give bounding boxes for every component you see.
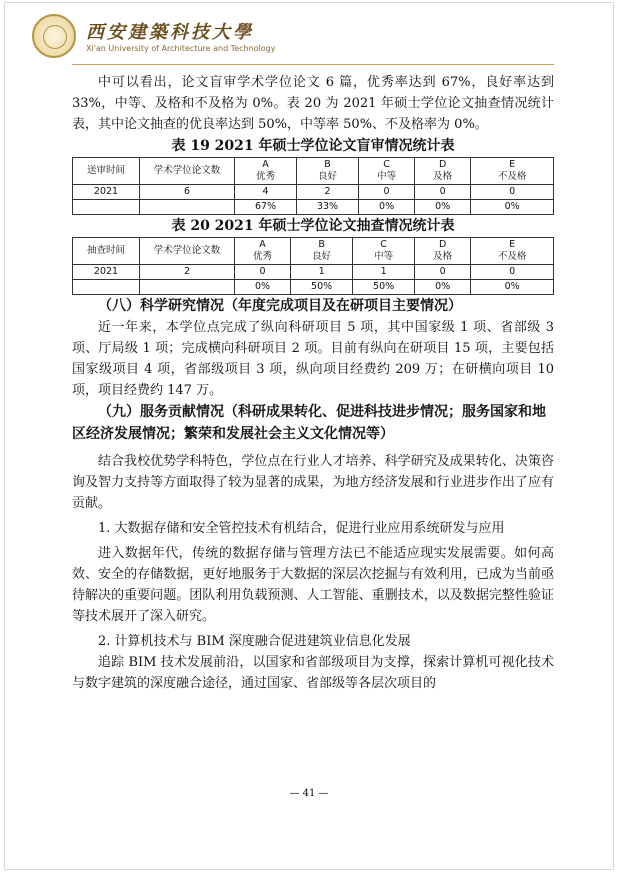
table-cell (140, 200, 235, 215)
table-header-cell: B 良好 (297, 158, 359, 185)
table-cell: 33% (297, 200, 359, 215)
table-row (73, 265, 554, 280)
section9-item1-body: 进入数据年代，传统的数据存储与管理方法已不能适应现实发展需要。如何高效、安全的存储数据，更好地服务于大数据的深层次挖掘与有效利用，已成为当前亟待解决的重要问题。团队利用负载预测、人工智能、重删技术，以及数据完整性验证等技术展开了深入研究。 (72, 546, 554, 624)
section9-title: （九）服务贡献情况（科研成果转化、促进科技进步情况；服务国家和地区经济发展情况；繁荣和发展社会主义文化情况等） (72, 404, 546, 442)
table-cell: 0 (415, 265, 471, 280)
section8-title: （八）科学研究情况（年度完成项目及在研项目主要情况） (98, 298, 462, 314)
table-cell: 0 (471, 265, 554, 280)
table-cell: 0 (471, 185, 554, 200)
table-cell: 0% (471, 280, 554, 295)
table-cell: 67% (235, 200, 297, 215)
table-cell: 2 (297, 185, 359, 200)
table-row (73, 280, 554, 295)
header-divider (72, 64, 554, 65)
table19-caption: 表 19 2021 年硕士学位论文盲审情况统计表 (171, 138, 455, 154)
table-header-row (73, 158, 554, 185)
table-cell (73, 280, 140, 295)
table-header-cell: 抽查时间 (73, 238, 140, 265)
table-cell: 0% (359, 200, 415, 215)
table-header-row (73, 238, 554, 265)
table-cell: 4 (235, 185, 297, 200)
table-cell: 2 (140, 265, 235, 280)
table-header-cell: B 良好 (291, 238, 353, 265)
page-number: — 41 — (289, 788, 329, 799)
university-seal-logo (32, 14, 76, 58)
table-cell: 1 (291, 265, 353, 280)
table19 (72, 157, 554, 215)
table-cell: 50% (353, 280, 415, 295)
table-header-cell: D 及格 (415, 158, 471, 185)
table-header-cell: A 优秀 (235, 238, 291, 265)
university-name-en: Xi'an University of Architecture and Technology (86, 44, 276, 53)
table-cell (73, 200, 140, 215)
table-cell: 0 (359, 185, 415, 200)
paragraph-intro: 中可以看出，论文盲审学术学位论文 6 篇，优秀率达到 67%，良好率达到 33%，中等、及格和不及格为 0%。表 20 为 2021 年硕士学位论文抽查情况统计表，其中论文抽查的优良率达到 50%，中等率 50%、不及格率为 0%。 (72, 75, 554, 132)
table-cell: 6 (140, 185, 235, 200)
table-cell: 0% (235, 280, 291, 295)
table-cell: 0% (415, 200, 471, 215)
section8-body: 近一年来，本学位点完成了纵向科研项目 5 项，其中国家级 1 项、省部级 3 项、厅局级 1 项；完成横向科研项目 2 项。目前有纵向在研项目 15 项，主要包括国家级项目 4 项，省部级项目 3 项，纵向项目经费约 209 万；在研横向项目 10 项，项目经费约 147 万。 (72, 320, 554, 398)
table-header-cell: E 不及格 (471, 238, 554, 265)
table-header-cell: 送审时间 (73, 158, 140, 185)
table-cell (140, 280, 235, 295)
table-cell: 0 (235, 265, 291, 280)
table-header-cell: C 中等 (353, 238, 415, 265)
table-cell: 2021 (73, 265, 140, 280)
table-header-cell: 学术学位论文数 (140, 158, 235, 185)
table20-caption: 表 20 2021 年硕士学位论文抽查情况统计表 (171, 218, 455, 234)
section9-item1-title: 1. 大数据存储和安全管控技术有机结合，促进行业应用系统研发与应用 (98, 521, 505, 536)
table-cell: 0% (415, 280, 471, 295)
table-header-cell: 学术学位论文数 (140, 238, 235, 265)
university-name-cn: 西安建築科技大學 (86, 22, 254, 43)
table-header-cell: C 中等 (359, 158, 415, 185)
table-cell: 0 (415, 185, 471, 200)
table-row (73, 200, 554, 215)
table-cell: 0% (471, 200, 554, 215)
section9-body: 结合我校优势学科特色，学位点在行业人才培养、科学研究及成果转化、决策咨询及智力支持等方面取得了较为显著的成果，为地方经济发展和行业进步作出了应有贡献。 (72, 454, 554, 511)
table20 (72, 237, 554, 295)
section9-item2-body: 追踪 BIM 技术发展前沿，以国家和省部级项目为支撑，探索计算机可视化技术与数字建筑的深度融合途径，通过国家、省部级等各层次项目的 (72, 655, 554, 691)
table-cell: 2021 (73, 185, 140, 200)
table-header-cell: E 不及格 (471, 158, 554, 185)
document-body (72, 72, 554, 694)
table-header-cell: D 及格 (415, 238, 471, 265)
table-header-cell: A 优秀 (235, 158, 297, 185)
table-cell: 1 (353, 265, 415, 280)
table-cell: 50% (291, 280, 353, 295)
page-header (32, 12, 588, 64)
table-row (73, 185, 554, 200)
section9-item2-title: 2. 计算机技术与 BIM 深度融合促进建筑业信息化发展 (98, 634, 411, 649)
